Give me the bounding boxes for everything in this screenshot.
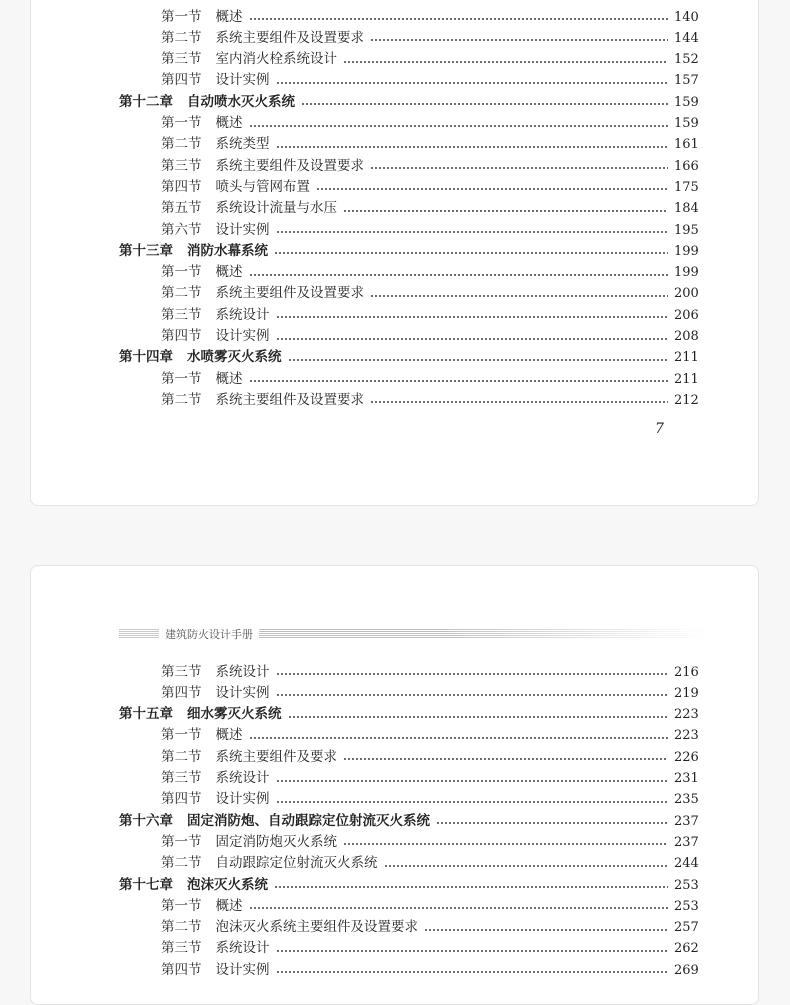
entry-page-number: 159 [674,116,699,131]
dot-leader [276,673,669,675]
section-title: 室内消火栓系统设计 [215,51,337,68]
section-number: 第二节 [161,391,202,408]
toc-section-entry [31,390,760,411]
dot-leader [424,929,668,931]
entry-page-number: 262 [674,941,699,957]
entry-page-number: 195 [674,222,699,238]
toc-section-entry [31,789,760,810]
section-title: 设计实例 [215,684,270,701]
toc-section-entry [31,156,760,177]
toc-section-entry [31,28,760,49]
section-number: 第二节 [161,29,202,46]
dot-leader [276,694,669,696]
toc-section-entry [31,49,760,70]
dot-leader [370,295,668,297]
section-title: 系统主要组件及要求 [215,748,337,765]
section-number: 第一节 [161,264,202,281]
entry-page-number: 223 [674,728,699,744]
section-number: 第一节 [161,897,202,914]
entry-page-number: 161 [674,137,699,153]
toc-page-upper [30,0,759,506]
dot-leader [343,843,668,845]
entry-page-number: 223 [674,707,699,723]
toc-section-entry [31,70,760,91]
entry-page-number: 175 [674,179,699,195]
running-header-title: 建筑防火设计手册 [165,628,253,641]
dot-leader [276,950,669,952]
toc-section-entry [31,832,760,853]
dot-leader [249,274,669,276]
section-title: 系统主要组件及设置要求 [215,157,364,174]
dot-leader [276,971,669,973]
entry-page-number: 237 [674,834,699,850]
entry-page-number: 253 [674,877,699,893]
section-title: 概述 [215,115,243,131]
section-title: 喷头与管网布置 [215,178,310,195]
section-title: 系统设计 [215,663,270,680]
dot-leader [249,907,669,909]
toc-section-entry [31,262,760,283]
toc-section-entry [31,917,760,938]
entry-page-number: 206 [674,307,699,323]
section-title: 概述 [215,727,243,744]
chapter-number: 第十四章 [119,349,173,366]
toc-section-entry [31,896,760,917]
toc-section-entry [31,369,760,390]
chapter-title: 泡沫灭火系统 [187,876,268,893]
section-number: 第二节 [161,855,202,872]
dot-leader [276,231,669,233]
section-number: 第六节 [161,221,202,238]
entry-page-number: 211 [674,371,699,387]
dot-leader [276,338,669,340]
section-title: 系统设计 [215,940,270,957]
section-title: 概述 [215,8,243,25]
toc-section-entry [31,113,760,134]
entry-page-number: 253 [674,898,699,914]
section-title: 系统设计 [215,306,270,323]
toc-section-entry [31,134,760,155]
section-title: 系统主要组件及设置要求 [215,29,364,46]
section-number: 第四节 [161,684,202,701]
entry-page-number: 257 [674,920,699,936]
toc-section-entry [31,938,760,959]
entry-page-number: 226 [674,749,699,765]
entry-page-number: 208 [674,329,699,344]
chapter-title: 自动喷水灭火系统 [187,93,295,110]
toc-section-entry [31,326,760,347]
entry-page-number: 159 [674,94,699,110]
section-number: 第二节 [161,919,202,936]
toc-chapter-entry [31,347,760,368]
toc-section-entry [31,7,760,28]
section-title: 设计实例 [215,72,270,89]
header-rule-right [259,629,709,639]
entry-page-number: 152 [674,52,699,68]
entry-page-number: 219 [674,685,699,701]
section-title: 自动跟踪定位射流灭火系统 [215,855,378,872]
toc-page-lower [30,565,759,1005]
section-title: 固定消防炮灭火系统 [215,833,337,850]
chapter-number: 第十七章 [119,876,173,893]
section-number: 第一节 [161,8,202,25]
toc-chapter-entry [31,241,760,262]
dot-leader [301,103,668,105]
dot-leader [288,359,669,361]
toc-section-entry [31,725,760,746]
header-rule-left [119,629,159,639]
dot-leader [249,380,669,382]
section-title: 系统设计流量与水压 [215,200,337,217]
dot-leader [276,780,669,782]
dot-leader [370,167,668,169]
section-number: 第四节 [161,72,202,89]
chapter-number: 第十二章 [119,93,173,110]
entry-page-number: 166 [674,158,699,174]
toc-section-entry [31,683,760,704]
dot-leader [436,822,668,824]
dot-leader [274,252,668,254]
chapter-title: 细水雾灭火系统 [187,706,282,723]
toc-chapter-entry [31,92,760,113]
section-title: 系统类型 [215,136,270,153]
entry-page-number: 144 [674,30,699,46]
entry-page-number: 231 [674,771,699,786]
section-title: 设计实例 [215,221,270,238]
section-number: 第一节 [161,833,202,850]
toc-chapter-entry [31,875,760,896]
entry-page-number: 199 [674,243,699,259]
page-number: 7 [655,421,664,437]
section-number: 第一节 [161,370,202,387]
section-title: 泡沫灭火系统主要组件及设置要求 [215,919,418,936]
section-number: 第三节 [161,940,202,957]
entry-page-number: 200 [674,286,699,302]
entry-page-number: 211 [674,350,699,366]
chapter-number: 第十五章 [119,706,173,723]
section-number: 第二节 [161,136,202,153]
dot-leader [370,39,668,41]
toc-section-entry [31,662,760,683]
entry-page-number: 157 [674,73,699,89]
toc-chapter-entry [31,811,760,832]
running-header [119,626,709,642]
toc-section-entry [31,768,760,789]
section-number: 第三节 [161,306,202,323]
entry-page-number: 237 [674,813,699,829]
toc-chapter-entry [31,704,760,725]
entry-page-number: 216 [674,664,699,680]
section-number: 第三节 [161,770,202,786]
toc-section-entry [31,220,760,241]
dot-leader [288,716,669,718]
section-number: 第四节 [161,178,202,195]
entry-page-number: 235 [674,792,699,808]
section-number: 第一节 [161,727,202,744]
section-title: 概述 [215,370,243,387]
toc-section-entry [31,853,760,874]
dot-leader [249,18,669,20]
section-number: 第四节 [161,961,202,978]
entry-page-number: 269 [674,962,699,978]
dot-leader [343,758,668,760]
entry-page-number: 244 [674,856,699,872]
dot-leader [249,737,669,739]
toc-section-entry [31,960,760,981]
section-number: 第五节 [161,200,202,217]
section-title: 概述 [215,897,243,914]
section-number: 第一节 [161,115,202,131]
entry-page-number: 199 [674,265,699,281]
dot-leader [316,188,668,190]
toc-section-entry [31,747,760,768]
chapter-number: 第十六章 [119,812,173,829]
dot-leader [343,61,668,63]
toc-section-entry [31,177,760,198]
toc-section-entry [31,283,760,304]
chapter-number: 第十三章 [119,242,173,259]
section-number: 第三节 [161,157,202,174]
section-number: 第二节 [161,285,202,302]
dot-leader [276,801,669,803]
section-title: 设计实例 [215,961,270,978]
chapter-title: 固定消防炮、自动跟踪定位射流灭火系统 [187,812,430,829]
section-title: 系统主要组件及设置要求 [215,391,364,408]
section-title: 系统设计 [215,770,270,786]
dot-leader [276,146,669,148]
dot-leader [274,886,668,888]
dot-leader [343,210,668,212]
section-title: 设计实例 [215,791,270,808]
section-title: 系统主要组件及设置要求 [215,285,364,302]
dot-leader [370,401,668,403]
section-number: 第四节 [161,791,202,808]
entry-page-number: 212 [674,392,699,408]
toc-section-entry [31,198,760,219]
entry-page-number: 140 [674,9,699,25]
chapter-title: 消防水幕系统 [187,242,268,259]
section-number: 第三节 [161,51,202,68]
dot-leader [384,865,669,867]
dot-leader [276,82,669,84]
section-title: 概述 [215,264,243,281]
section-number: 第二节 [161,748,202,765]
chapter-title: 水喷雾灭火系统 [187,349,282,366]
entry-page-number: 184 [674,201,699,217]
dot-leader [276,316,669,318]
section-number: 第四节 [161,328,202,344]
section-number: 第三节 [161,663,202,680]
toc-section-entry [31,305,760,326]
dot-leader [249,125,669,127]
section-title: 设计实例 [215,328,270,344]
